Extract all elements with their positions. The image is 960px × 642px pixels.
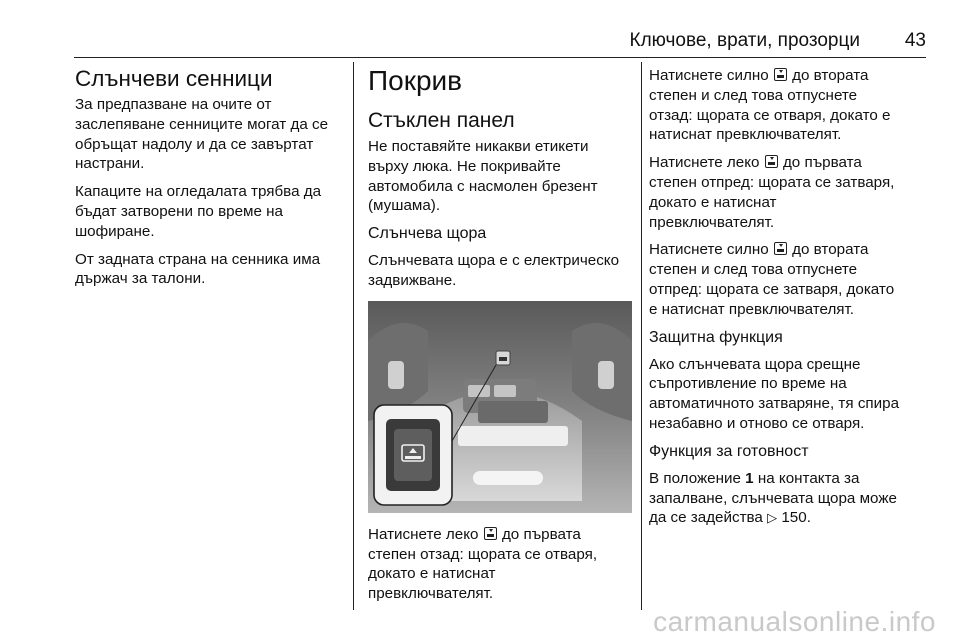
page-number: 43 — [904, 30, 926, 51]
subheading-sunblind: Слънчева щора — [368, 225, 487, 243]
column-divider — [353, 62, 354, 610]
column-roof — [368, 66, 634, 612]
page-header — [74, 30, 926, 54]
subheading-protection: Защитна функция — [649, 328, 783, 346]
paragraph: Натиснете леко до първата степен отпред: щората се затваря, докато е натиснат превключвателят. — [649, 154, 895, 231]
paragraph: Ако слънчевата щора срещне съпротивление по време на автоматичното затваряне, тя спира незабавно и отново се отваря. — [649, 355, 900, 432]
section-heading-sun-visors: Слънчеви сенници — [75, 66, 273, 91]
paragraph: Натиснете силно до втората степен и след това отпуснете отпред: щората се затваря, докато е натиснат превключвателят. — [649, 241, 895, 318]
sunblind-switch-icon — [774, 242, 787, 255]
page-reference-arrow-icon: ▷ — [767, 510, 778, 526]
column-divider — [641, 62, 642, 610]
subheading-standby: Функция за готовност — [649, 442, 809, 460]
paragraph: В положение 1 на контакта за запалване, слънчевата щора може да се задейства ▷ 150. — [649, 469, 897, 527]
column-sun-visors — [75, 66, 347, 297]
sunblind-switch-photo — [368, 301, 632, 513]
paragraph: От задната страна на сенника има държач за талони. — [75, 250, 321, 288]
paragraph: Слънчевата щора е с електрическо задвижване. — [368, 252, 620, 289]
chapter-title: Ключове, врати, прозорци — [629, 30, 860, 51]
page-reference-link[interactable]: 150. — [781, 509, 811, 527]
paragraph: Не поставяйте никакви етикети върху люка. Не покривайте автомобила с насмолен брезент (мушама). — [368, 138, 598, 215]
header-divider — [74, 57, 926, 58]
sunblind-switch-icon — [484, 527, 497, 540]
watermark: carmanualsonline.info — [653, 606, 936, 637]
section-title-roof: Покрив — [368, 65, 463, 96]
position-number: 1 — [745, 469, 754, 487]
paragraph: Натиснете леко до първата степен отзад: щората се отваря, докато е натиснат превключвателят. — [368, 525, 598, 603]
paragraph: За предпазване на очите от заслепяване сенниците могат да се обръщат надолу и да се завъртат настрани. — [75, 96, 329, 173]
paragraph: Капаците на огледалата трябва да бъдат затворени по време на шофиране. — [75, 183, 322, 240]
subheading-glass-panel: Стъклен панел — [368, 109, 515, 132]
column-sunblind-operation — [649, 66, 929, 536]
sunblind-switch-icon — [765, 155, 778, 168]
sunblind-switch-icon — [774, 68, 787, 81]
paragraph: Натиснете силно до втората степен и след това отпуснете отзад: щората се отваря, докато е натиснат превключвателят. — [649, 67, 891, 144]
